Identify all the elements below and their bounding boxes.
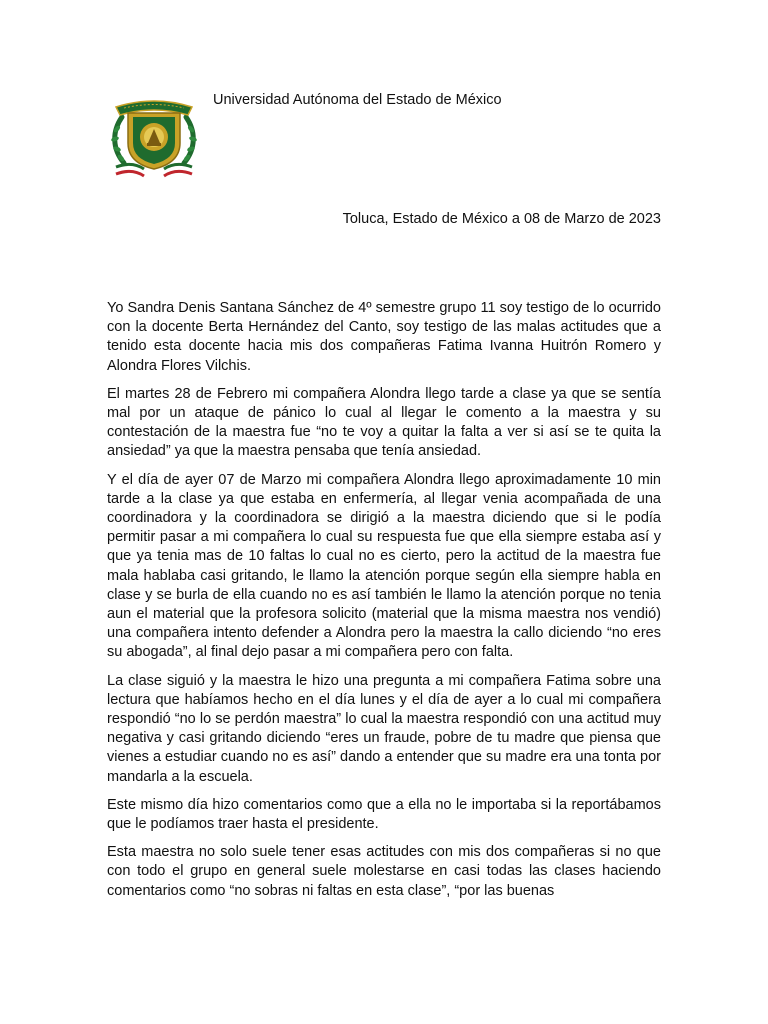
place-date: Toluca, Estado de México a 08 de Marzo de 2023 bbox=[342, 211, 661, 227]
uaemex-crest-icon bbox=[108, 97, 200, 179]
paragraph: Y el día de ayer 07 de Marzo mi compañera Alondra llego aproximadamente 10 min tarde a la clase ya que estaba en enfermería, al llegar venia acompañada de una coordinadora y la coordinadora se dirigió a la maestra diciendo que si le podía permitir pasar a mi compañera lo cual su respuesta fue que ella siempre estaba así y que ya tenia mas de 10 faltas lo cual no es cierto, pero la actitud de la maestra fue mala hablaba casi gritando, le llamo la atención porque según ella siempre habla en clase y se burla de ella cuando no es así también le llamo la atención porque no tenia aun el material que la profesora solicito (material que la misma maestra nos vendió) una compañera intento defender a Alondra pero la maestra la callo diciendo “no eres su abogada”, al final dejo pasar a mi compañera pero con falta. bbox=[107, 471, 661, 661]
paragraph: Esta maestra no solo suele tener esas actitudes con mis dos compañeras si no que con todo el grupo en general suele molestarse en casi todas las clases haciendo comentarios como “no sobras ni faltas en esta clase”, “por las buenas bbox=[107, 844, 661, 899]
institution-name: Universidad Autónoma del Estado de México bbox=[213, 92, 502, 108]
paragraph: Este mismo día hizo comentarios como que a ella no le importaba si la reportábamos que le podíamos traer hasta el presidente. bbox=[107, 796, 661, 833]
crest-graphic bbox=[108, 97, 200, 179]
paragraph: La clase siguió y la maestra le hizo una pregunta a mi compañera Fatima sobre una lectura que habíamos hecho en el día lunes y el día de ayer a lo cual mi compañera respondió “no lo se perdón maestra” lo cual la maestra respondió con una actitud muy negativa y casi gritando diciendo “eres un fraude, pobre de tu madre que piensa que vienes a estudiar cuando no es así” dando a entender que su madre era una tonta por mandarla a la escuela. bbox=[107, 672, 661, 785]
letter-body bbox=[107, 299, 661, 910]
paragraph: Yo Sandra Denis Santana Sánchez de 4º semestre grupo 11 soy testigo de lo ocurrido con la docente Berta Hernández del Canto, soy testigo de las malas actitudes que a tenido esta docente hacia mis dos compañeras Fatima Ivanna Huitrón Romero y Alondra Flores Vilchis. bbox=[107, 300, 661, 374]
paragraph: El martes 28 de Febrero mi compañera Alondra llego tarde a clase ya que se sentía mal por un ataque de pánico lo cual al llegar le comento a la maestra y su contestación de la maestra fue “no te voy a quitar la falta a ver si así se te quita la ansiedad” ya que la maestra pensaba que tenía ansiedad. bbox=[107, 385, 661, 460]
